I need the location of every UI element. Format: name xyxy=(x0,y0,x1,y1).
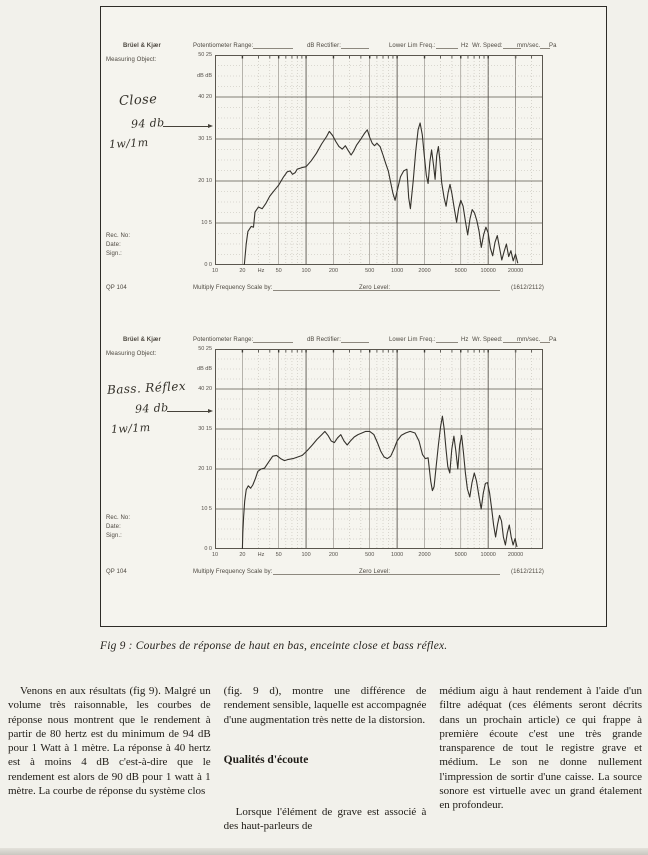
section-heading: Qualités d'écoute xyxy=(223,753,309,766)
y-tick-label: 0 0 xyxy=(204,262,212,268)
handwritten-ref: 1w/1m xyxy=(108,135,149,152)
lower-lim-freq-label: Lower Lim Freq.: xyxy=(389,43,458,49)
pa-label: Pa xyxy=(549,337,557,343)
article-columns xyxy=(8,684,642,855)
paragraph: médium aigu à haut rendement à l'aide d'un filtre adéquat (ces éléments seront décrits dans un prochain article) ce qui frappe à première écoute c'est une très grande transparence de tout le registre grave et médium. Le son ne donne nullement l'impression de sortir d'une caisse. La source sonore est virtuelle avec un grand étalement en profondeur. xyxy=(439,685,642,812)
handwritten-level: 94 db xyxy=(134,401,169,416)
zero-level-label: Zero Level: xyxy=(359,569,500,575)
sign-label: Sign.: xyxy=(106,251,122,257)
x-tick-label: 10 xyxy=(211,268,219,274)
bk-brand-label: Brüel & Kjær xyxy=(123,337,161,343)
x-tick-label: 1000 xyxy=(390,552,404,558)
x-axis-labels xyxy=(211,552,543,560)
handwritten-level: 94 db xyxy=(130,116,165,131)
paragraph: Lorsque l'élément de grave est associé à des haut-parleurs de xyxy=(223,806,427,833)
form-number: QP 104 xyxy=(106,285,127,291)
x-tick-label: Hz xyxy=(257,552,265,558)
y-tick-label: 0 0 xyxy=(204,546,212,552)
x-tick-label: 2000 xyxy=(418,552,431,558)
y-tick-label: 20 10 xyxy=(198,178,212,184)
y-tick-label: 10 5 xyxy=(201,506,212,512)
x-tick-label: 100 xyxy=(301,268,311,274)
y-tick-label: 40 20 xyxy=(198,94,212,100)
y-tick-label: 30 15 xyxy=(198,426,212,432)
x-tick-label: 50 xyxy=(275,552,282,558)
potentiometer-range-label: Potentiometer Range: xyxy=(193,337,293,343)
date-label: Date: xyxy=(106,524,121,530)
y-tick-label: 20 10 xyxy=(198,466,212,472)
x-tick-label: 20 xyxy=(239,268,246,274)
y-tick-label: 50 25 xyxy=(198,52,212,58)
potentiometer-range-label: Potentiometer Range: xyxy=(193,43,293,49)
article-column-1 xyxy=(8,684,211,855)
y-tick-label: dB dB xyxy=(197,73,212,79)
handwritten-close: Close xyxy=(118,92,158,109)
mm-sec-label: mm/sec. xyxy=(517,337,550,343)
x-tick-label: 20 xyxy=(239,552,246,558)
x-tick-label: 1000 xyxy=(390,268,404,274)
lower-lim-freq-label: Lower Lim Freq.: xyxy=(389,337,458,343)
wr-speed-label: Hz Wr. Speed: xyxy=(461,43,521,49)
handwritten-ref: 1w/1m xyxy=(110,420,151,437)
figure-9-box xyxy=(100,6,607,627)
pa-label: Pa xyxy=(549,43,557,49)
bk-brand-label: Brüel & Kjær xyxy=(123,43,161,49)
x-tick-label: 5000 xyxy=(454,268,467,274)
chart-bass-reflex xyxy=(101,329,606,621)
db-rectifier-label: dB Rectifier: xyxy=(307,337,369,343)
rec-no-label: Rec. No: xyxy=(106,233,131,239)
y-tick-label: 30 15 xyxy=(198,136,212,142)
measuring-object-label: Measuring Object: xyxy=(106,351,157,357)
x-tick-label: 5000 xyxy=(454,552,467,558)
db-rectifier-label: dB Rectifier: xyxy=(307,43,369,49)
y-axis-labels xyxy=(189,346,213,552)
multiply-frequency-label: Multiply Frequency Scale by: xyxy=(193,569,393,575)
y-axis-labels xyxy=(189,52,213,268)
x-axis-labels xyxy=(211,268,543,276)
multiply-frequency-label: Multiply Frequency Scale by: xyxy=(193,285,393,291)
x-tick-label: 200 xyxy=(328,552,339,558)
x-tick-label: 500 xyxy=(365,552,375,558)
paragraph: Venons en aux résultats (fig 9). Malgré un volume très raisonnable, les courbes de réponse nous montrent que le rendement à partir de 80 hertz est du minimum de 94 dB pour 1 Watt à 1 mètre. La réponse à 40 hertz est à moins 4 dB c'est-à-dire que le rendement est alors de 90 dB pour 1 watt à 1 mètre. La courbe de réponse du système clos xyxy=(8,685,211,798)
x-tick-label: Hz xyxy=(257,268,265,274)
x-tick-label: 20000 xyxy=(507,552,524,558)
x-tick-label: 100 xyxy=(301,552,311,558)
chart-close xyxy=(101,35,606,327)
x-tick-label: 10000 xyxy=(480,268,496,274)
sign-label: Sign.: xyxy=(106,533,122,539)
y-tick-label: 40 20 xyxy=(198,386,212,392)
handwritten-bass-reflex: Bass. Réflex xyxy=(106,378,187,398)
x-tick-label: 500 xyxy=(365,268,375,274)
y-tick-label: 10 5 xyxy=(201,220,212,226)
date-label: Date: xyxy=(106,242,121,248)
part-number: (1612/2112) xyxy=(511,285,545,291)
article-column-3 xyxy=(439,684,642,855)
x-tick-label: 10 xyxy=(211,552,219,558)
part-number: (1612/2112) xyxy=(511,569,545,575)
x-tick-label: 10000 xyxy=(480,552,496,558)
measuring-object-label: Measuring Object: xyxy=(106,57,157,63)
form-number: QP 104 xyxy=(106,569,127,575)
x-tick-label: 200 xyxy=(328,268,339,274)
x-tick-label: 20000 xyxy=(507,268,524,274)
zero-level-label: Zero Level: xyxy=(359,285,500,291)
y-tick-label: dB dB xyxy=(197,366,212,372)
rec-no-label: Rec. No: xyxy=(106,515,131,521)
article-column-2 xyxy=(224,684,427,855)
frequency-response-plot-close xyxy=(215,55,543,265)
x-tick-label: 2000 xyxy=(418,268,431,274)
mm-sec-label: mm/sec. xyxy=(517,43,550,49)
x-tick-label: 50 xyxy=(275,268,282,274)
page-bottom-edge xyxy=(0,848,648,855)
y-tick-label: 50 25 xyxy=(198,346,212,352)
paragraph: (fig. 9 d), montre une différence de rendement sensible, laquelle est accompagnée d'une augmentation très nette de la distorsion. xyxy=(223,685,427,726)
wr-speed-label: Hz Wr. Speed: xyxy=(461,337,521,343)
figure-caption: Fig 9 : Courbes de réponse de haut en bas, enceinte close et bass réflex. xyxy=(100,640,448,652)
frequency-response-plot-bass-reflex xyxy=(215,349,543,549)
